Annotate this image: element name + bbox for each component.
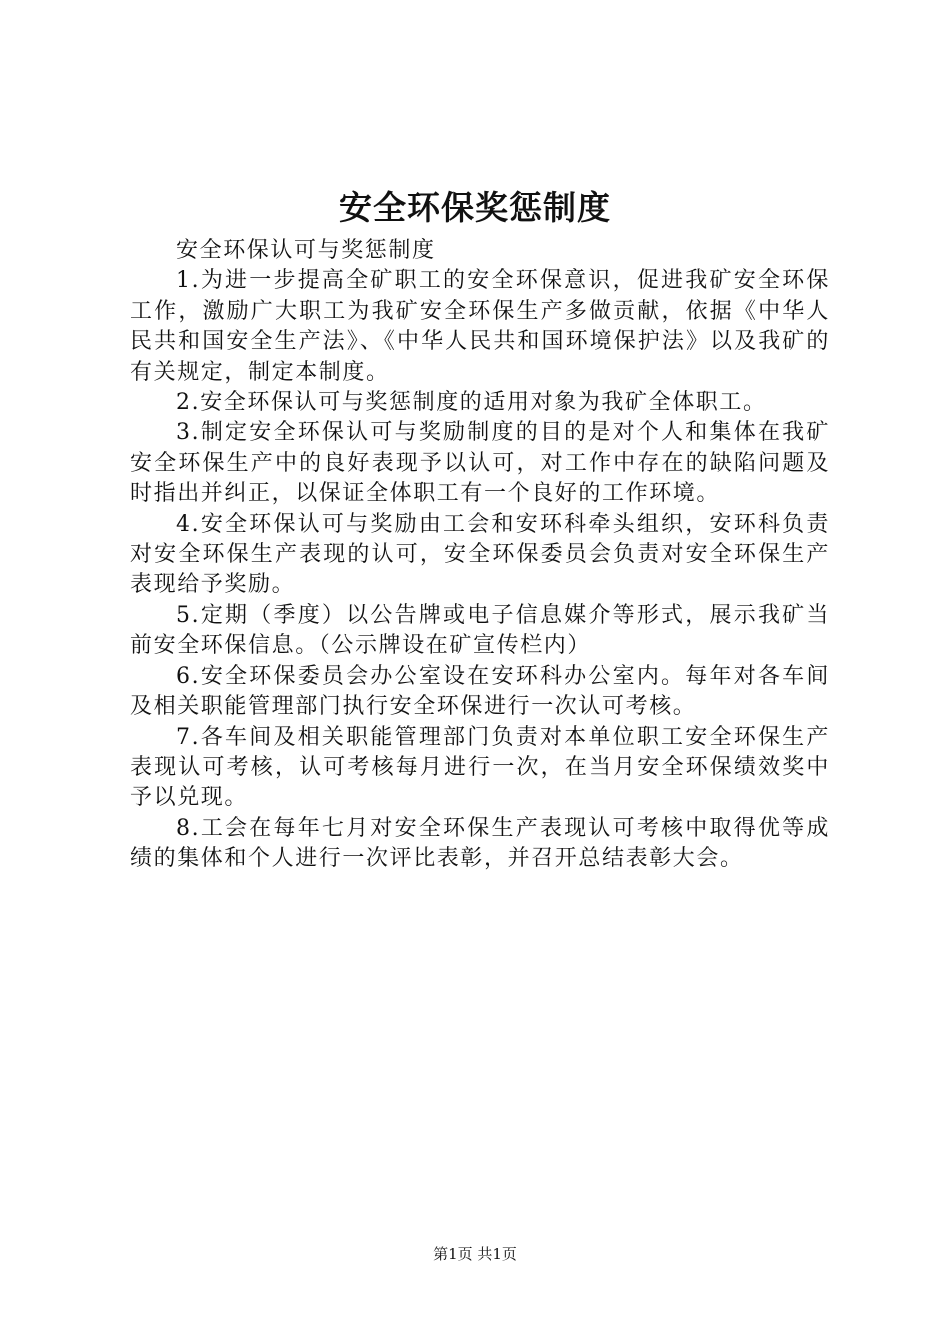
paragraph-3: 3.制定安全环保认可与奖励制度的目的是对个人和集体在我矿安全环保生产中的良好表现予以认可，对工作中存在的缺陷问题及时指出并纠正，以保证全体职工有一个良好的工作环境。 xyxy=(130,420,830,507)
paragraph-subtitle: 安全环保认可与奖惩制度 xyxy=(176,238,436,263)
paragraph-7: 7.各车间及相关职能管理部门负责对本单位职工安全环保生产表现认可考核，认可考核每月进行一次，在当月安全环保绩效奖中予以兑现。 xyxy=(130,724,830,811)
paragraph-4: 4.安全环保认可与奖励由工会和安环科牵头组织，安环科负责对安全环保生产表现的认可，安全环保委员会负责对安全环保生产表现给予奖励。 xyxy=(130,511,830,598)
paragraph-8: 8.工会在每年七月对安全环保生产表现认可考核中取得优等成绩的集体和个人进行一次评比表彰，并召开总结表彰大会。 xyxy=(130,815,830,872)
paragraph-6: 6.安全环保委员会办公室设在安环科办公室内。每年对各车间及相关职能管理部门执行安全环保进行一次认可考核。 xyxy=(130,663,830,720)
paragraph-2: 2.安全环保认可与奖惩制度的适用对象为我矿全体职工。 xyxy=(176,390,767,416)
page-number-footer: 第1页 共1页 xyxy=(433,1245,517,1263)
paragraph-5: 5.定期（季度）以公告牌或电子信息媒介等形式，展示我矿当前安全环保信息。（公示牌设在矿宣传栏内） xyxy=(130,602,830,659)
paragraph-1: 1.为进一步提高全矿职工的安全环保意识，促进我矿安全环保工作，激励广大职工为我矿安全环保生产多做贡献，依据《中华人民共和国安全生产法》、《中华人民共和国环境保护法》以及我矿的有关规定，制定本制度。 xyxy=(130,268,830,385)
document-title: 安全环保奖惩制度 xyxy=(339,188,611,227)
document-body xyxy=(130,236,830,875)
